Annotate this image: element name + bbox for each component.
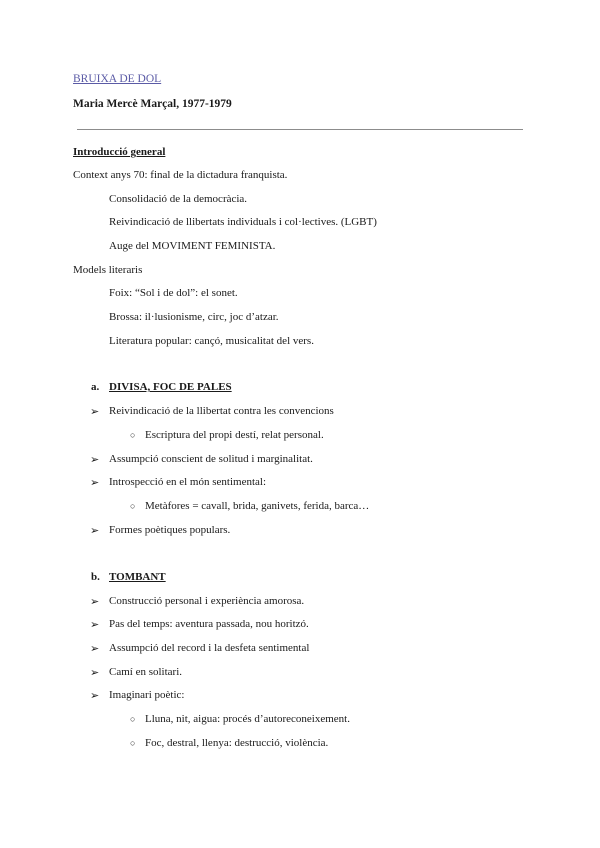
circle-bullet-icon: ○: [130, 714, 136, 724]
document-title[interactable]: BRUIXA DE DOL: [73, 73, 162, 85]
list-item: Reivindicació de la llibertat contra les convencions: [109, 405, 334, 417]
arrow-bullet-icon: ➢: [90, 406, 100, 418]
list-item: Formes poètiques populars.: [109, 524, 231, 536]
circle-bullet-icon: ○: [130, 430, 136, 440]
list-item: Assumpció conscient de solitud i marginalitat.: [109, 453, 313, 465]
models-item: Literatura popular: cançó, musicalitat del vers.: [109, 335, 314, 347]
circle-bullet-icon: ○: [130, 738, 136, 748]
context-item: Consolidació de la democràcia.: [109, 193, 248, 205]
list-item: Construcció personal i experiència amorosa.: [109, 595, 305, 607]
list-item: Imaginari poètic:: [109, 689, 185, 701]
list-item: Camí en solitari.: [109, 666, 183, 678]
author-line: Maria Mercè Marçal, 1977-1979: [73, 98, 232, 110]
section-b-title: TOMBANT: [109, 571, 166, 583]
arrow-bullet-icon: ➢: [90, 643, 100, 655]
context-line: Context anys 70: final de la dictadura franquista.: [73, 169, 288, 181]
models-item: Foix: “Sol i de dol”: el sonet.: [109, 287, 238, 299]
sub-list-item: Metàfores = cavall, brida, ganivets, ferida, barca…: [145, 500, 370, 512]
arrow-bullet-icon: ➢: [90, 454, 100, 466]
arrow-bullet-icon: ➢: [90, 525, 100, 537]
list-item: Pas del temps: aventura passada, nou horitzó.: [109, 618, 309, 630]
context-item: Auge del MOVIMENT FEMINISTA.: [109, 240, 276, 252]
intro-heading: Introducció general: [73, 146, 166, 158]
sub-list-item: Foc, destral, llenya: destrucció, violència.: [145, 737, 329, 749]
arrow-bullet-icon: ➢: [90, 690, 100, 702]
arrow-bullet-icon: ➢: [90, 619, 100, 631]
section-b-letter: b.: [91, 571, 100, 583]
sub-list-item: Escriptura del propi destí, relat personal.: [145, 429, 324, 441]
list-item: Introspecció en el món sentimental:: [109, 476, 267, 488]
arrow-bullet-icon: ➢: [90, 477, 100, 489]
circle-bullet-icon: ○: [130, 501, 136, 511]
arrow-bullet-icon: ➢: [90, 596, 100, 608]
context-item: Reivindicació de llibertats individuals i col·lectives. (LGBT): [109, 216, 377, 228]
sub-list-item: Lluna, nit, aigua: procés d’autoreconeixement.: [145, 713, 350, 725]
section-a-letter: a.: [91, 381, 100, 393]
arrow-bullet-icon: ➢: [90, 667, 100, 679]
section-a-title: DIVISA, FOC DE PALES: [109, 381, 232, 393]
models-line: Models literaris: [73, 264, 143, 276]
models-item: Brossa: il·lusionisme, circ, joc d’atzar.: [109, 311, 279, 323]
horizontal-divider: [77, 129, 523, 130]
list-item: Assumpció del record i la desfeta sentimental: [109, 642, 310, 654]
